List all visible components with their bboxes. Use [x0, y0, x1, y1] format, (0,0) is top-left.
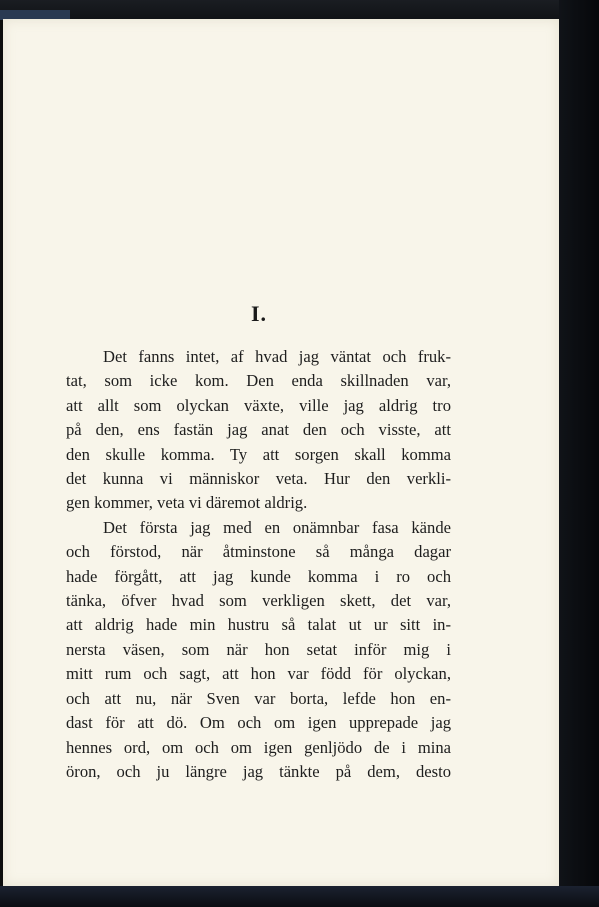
text-line: gen kommer, veta vi däremot aldrig. — [66, 493, 308, 513]
text-line: hade förgått, att jag kunde komma i ro och — [66, 566, 451, 586]
text-line: att allt som olyckan växte, ville jag aldrig tro — [66, 395, 451, 415]
book-page — [3, 19, 559, 886]
text-line: tänka, öfver hvad som verkligen skett, det var, — [66, 591, 451, 611]
body-text — [66, 345, 451, 784]
text-line: att aldrig hade min hustru så talat ut ur sitt in- — [66, 615, 451, 635]
text-line: tat, som icke kom. Den enda skillnaden var, — [66, 371, 451, 391]
book-spine-edge — [559, 0, 599, 907]
chapter-heading: I. — [250, 301, 268, 326]
text-line: dast för att dö. Om och om igen upprepade jag — [66, 713, 451, 733]
text-line: Det fanns intet, af hvad jag väntat och fruk- — [103, 347, 451, 366]
text-line: det kunna vi människor veta. Hur den verkli- — [66, 469, 451, 489]
text-line: mitt rum och sagt, att hon var född för olyckan, — [66, 664, 451, 684]
text-line: hennes ord, om och om igen genljödo de i mina — [66, 737, 451, 757]
text-line: och att nu, när Sven var borta, lefde hon en- — [66, 688, 451, 708]
scan-border-bottom — [0, 886, 599, 907]
text-line: på den, ens fastän jag anat den och visste, att — [66, 420, 451, 440]
text-line: och förstod, när åtminstone så många dagar — [66, 542, 451, 562]
text-line: Det första jag med en onämnbar fasa kände — [103, 517, 451, 537]
scan-border-top — [0, 0, 599, 20]
text-line: den skulle komma. Ty att sorgen skall komma — [66, 444, 451, 464]
text-line: nersta väsen, som när hon setat inför mig i — [66, 639, 451, 659]
text-line: öron, och ju längre jag tänkte på dem, desto — [66, 761, 451, 781]
